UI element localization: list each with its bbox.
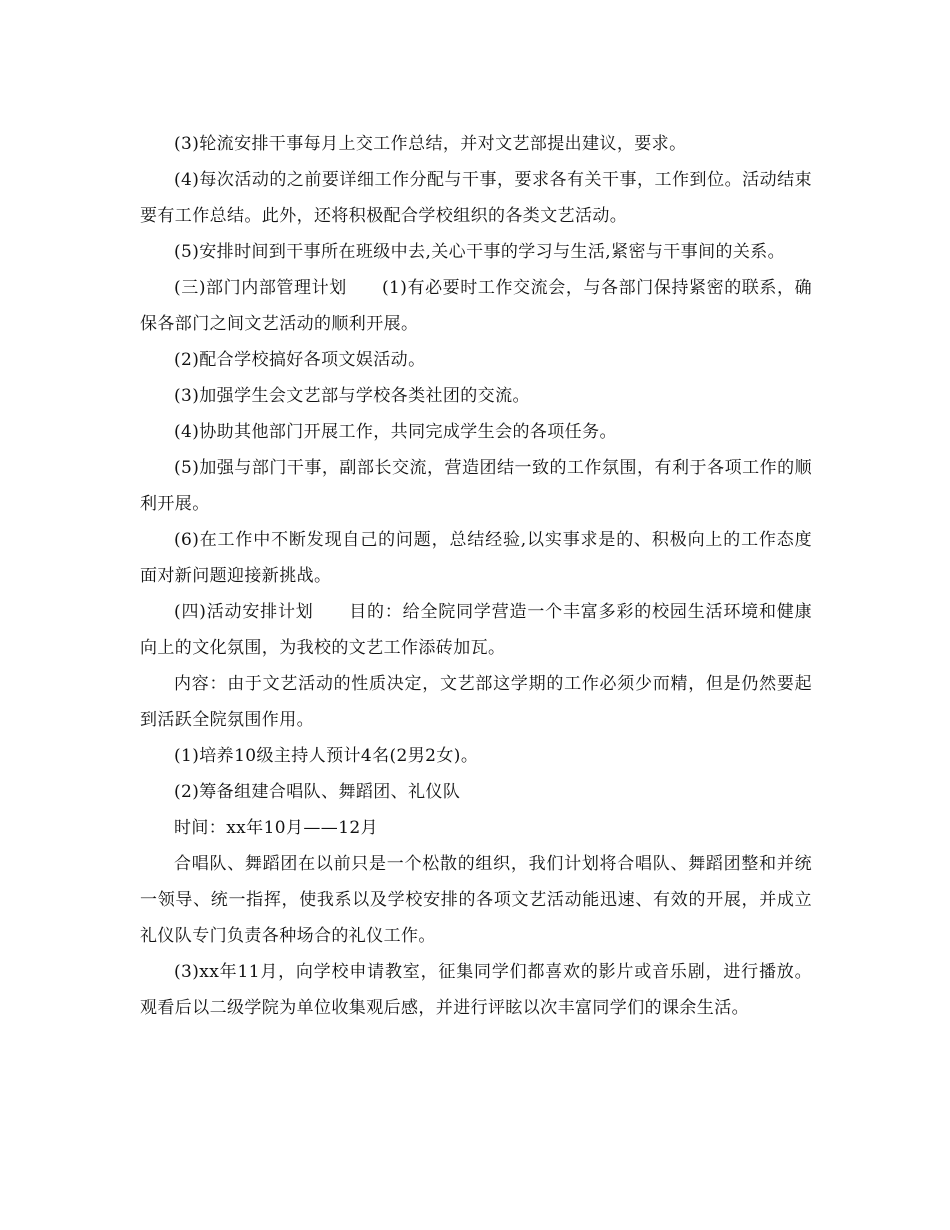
paragraph: (四)活动安排计划 目的：给全院同学营造一个丰富多彩的校园生活环境和健康向上的文化氛围，为我校的文艺工作添砖加瓦。 — [140, 602, 812, 658]
paragraph: (3)xx年11月，向学校申请教室，征集同学们都喜欢的影片或音乐剧，进行播放。观看后以二级学院为单位收集观后感，并进行评眩以次丰富同学们的课余生活。 — [140, 962, 812, 1018]
paragraph: (5)加强与部门干事，副部长交流，营造团结一致的工作氛围，有利于各项工作的顺利开展。 — [140, 458, 812, 514]
paragraph: (1)培养10级主持人预计4名(2男2女)。 — [174, 746, 479, 766]
paragraph: (6)在工作中不断发现自己的问题，总结经验,以实事求是的、积极向上的工作态度面对新问题迎接新挑战。 — [140, 530, 812, 586]
paragraph: (3)加强学生会文艺部与学校各类社团的交流。 — [174, 386, 530, 406]
paragraph: (5)安排时间到干事所在班级中去,关心干事的学习与生活,紧密与干事间的关系。 — [174, 242, 786, 262]
paragraph: (2)筹备组建合唱队、舞蹈团、礼仪队 — [174, 782, 461, 802]
document-body — [140, 126, 812, 1026]
paragraph: 合唱队、舞蹈团在以前只是一个松散的组织，我们计划将合唱队、舞蹈团整和并统一领导、统一指挥，使我系以及学校安排的各项文艺活动能迅速、有效的开展，并成立礼仪队专门负责各种场合的礼仪工作。 — [140, 854, 812, 946]
paragraph: 时间：xx年10月——12月 — [174, 818, 379, 838]
paragraph: (4)协助其他部门开展工作，共同完成学生会的各项任务。 — [174, 422, 617, 442]
paragraph: (4)每次活动的之前要详细工作分配与干事，要求各有关干事，工作到位。活动结束要有工作总结。此外，还将积极配合学校组织的各类文艺活动。 — [140, 170, 812, 226]
paragraph: 内容：由于文艺活动的性质决定，文艺部这学期的工作必须少而精，但是仍然要起到活跃全院氛围作用。 — [140, 674, 812, 730]
paragraph: (2)配合学校搞好各项文娱活动。 — [174, 350, 426, 370]
paragraph: (三)部门内部管理计划 (1)有必要时工作交流会，与各部门保持紧密的联系，确保各部门之间文艺活动的顺利开展。 — [140, 278, 812, 334]
paragraph: (3)轮流安排干事每月上交工作总结，并对文艺部提出建议，要求。 — [174, 134, 687, 154]
